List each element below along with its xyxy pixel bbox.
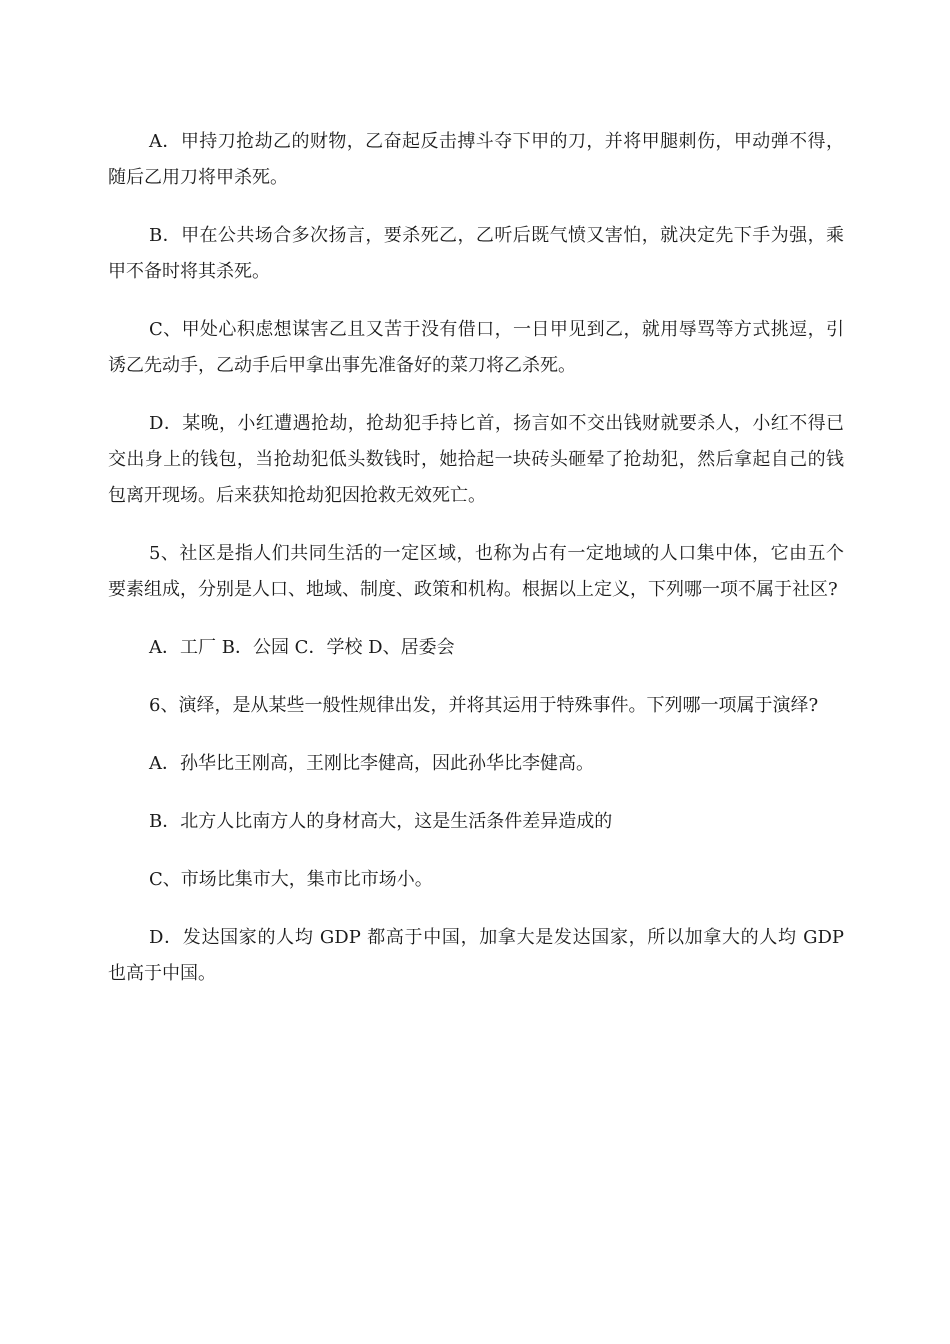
question-6: 6、演绎，是从某些一般性规律出发，并将其运用于特殊事件。下列哪一项属于演绎?: [149, 695, 819, 716]
option-b-q4: B．甲在公共场合多次扬言，要杀死乙，乙听后既气愤又害怕，就决定先下手为强，乘甲不备时将其杀死。: [108, 225, 844, 282]
option-c-q6: C、市场比集市大，集市比市场小。: [149, 869, 433, 890]
options-q5: A．工厂 B．公园 C．学校 D、居委会: [149, 637, 455, 658]
option-c-q4: C、甲处心积虑想谋害乙且又苦于没有借口，一日甲见到乙，就用辱骂等方式挑逗，引诱乙先动手，乙动手后甲拿出事先准备好的菜刀将乙杀死。: [108, 319, 844, 376]
document-page: [108, 124, 844, 1014]
question-5: 5、社区是指人们共同生活的一定区域，也称为占有一定地域的人口集中体，它由五个要素组成，分别是人口、地域、制度、政策和机构。根据以上定义，下列哪一项不属于社区?: [108, 543, 844, 600]
option-d-q6: D．发达国家的人均 GDP 都高于中国，加拿大是发达国家，所以加拿大的人均 GDP 也高于中国。: [108, 927, 844, 984]
option-b-q6: B．北方人比南方人的身材高大，这是生活条件差异造成的: [149, 811, 613, 832]
option-a-q6: A．孙华比王刚高，王刚比李健高，因此孙华比李健高。: [149, 753, 594, 774]
option-a-q4: A．甲持刀抢劫乙的财物，乙奋起反击搏斗夺下甲的刀，并将甲腿刺伤，甲动弹不得，随后乙用刀将甲杀死。: [108, 131, 844, 188]
option-d-q4: D．某晚，小红遭遇抢劫，抢劫犯手持匕首，扬言如不交出钱财就要杀人，小红不得已交出身上的钱包，当抢劫犯低头数钱时，她拾起一块砖头砸晕了抢劫犯，然后拿起自己的钱包离开现场。后来获知抢劫犯因抢救无效死亡。: [108, 413, 844, 506]
